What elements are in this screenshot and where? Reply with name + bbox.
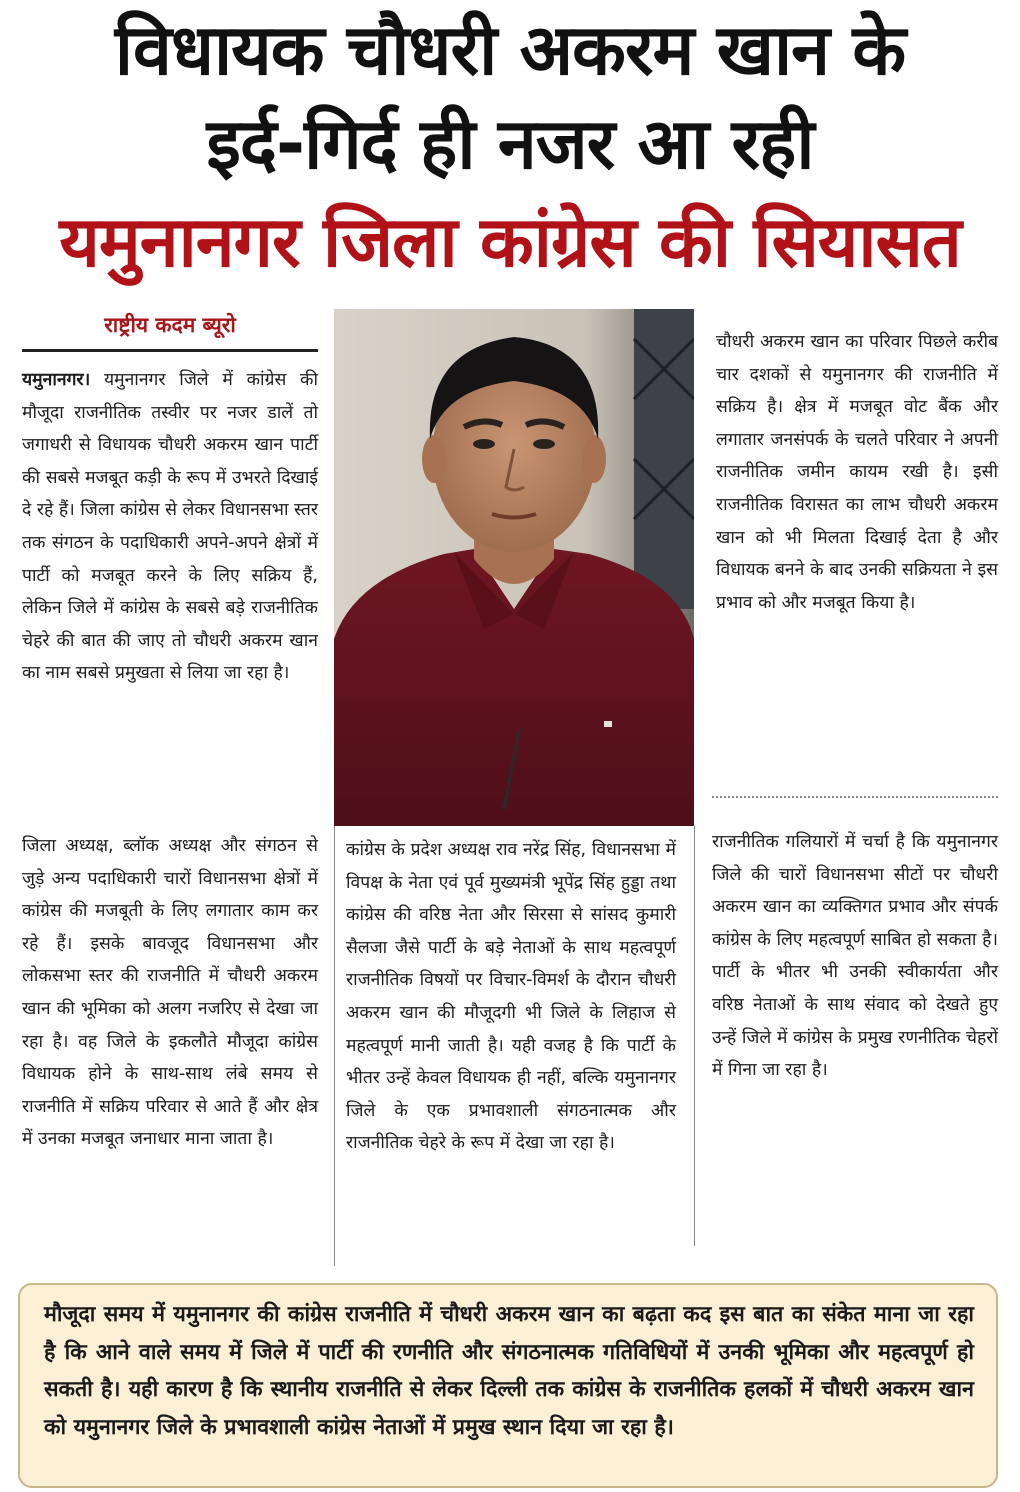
column-divider-left [334,826,335,1266]
article-col3-para1: चौधरी अकरम खान का परिवार पिछले करीब चार दशकों से यमुनानगर की राजनीति में सक्रिय है। क्षेत्र में मजबूत वोट बैंक और लगातार जनसंपर्क के चलते परिवार ने अपनी राजनीतिक जमीन कायम रखी है। इसी राजनीतिक विरासत का लाभ चौधरी अकरम खान को भी मिलता दिखाई देता है और विधायक बनने के बाद उनकी सक्रियता ने इस प्रभाव को और मजबूत किया है। [716,332,998,613]
dateline: यमुनानगर। [22,370,91,390]
article-col1-para1 [22,364,318,690]
portrait-illustration [334,309,694,826]
dotted-divider [712,796,998,798]
headline-line-1: विधायक चौधरी अकरम खान के [114,9,906,91]
portrait-photo [334,309,694,826]
headline-line-2: इर्द-गिर्द ही नजर आ रही [206,103,814,185]
byline: राष्ट्रीय कदम ब्यूरो [104,313,236,337]
byline-rule [22,349,318,352]
article-col2-para1: कांग्रेस के प्रदेश अध्यक्ष राव नरेंद्र सिंह, विधानसभा में विपक्ष के नेता एवं पूर्व मुख्यमंत्री भूपेंद्र सिंह हुड्डा तथा कांग्रेस की वरिष्ठ नेता और सिरसा से सांसद कुमारी सैलजा जैसे पार्टी के बड़े नेताओं के साथ महत्वपूर्ण राजनीतिक विषयों पर विचार-विमर्श के दौरान चौधरी अकरम खान की मौजूदगी भी जिले के लिहाज से महत्वपूर्ण मानी जाती है। यही वजह है कि पार्टी के भीतर उन्हें केवल विधायक ही नहीं, बल्कि यमुनानगर जिले के एक प्रभावशाली संगठनात्मक और राजनीतिक चेहरे के रूप में देखा जा रहा है। [346,840,676,1154]
headline-line-3: यमुनानगर जिला कांग्रेस की सियासत [59,201,961,283]
col1-para1-text: यमुनानगर जिले में कांग्रेस की मौजूदा राजनीतिक तस्वीर पर नजर डालें तो जगाधरी से विधायक चौधरी अकरम खान पार्टी की सबसे मजबूत कड़ी के रूप में उभरते दिखाई दे रहे हैं। जिला कांग्रेस से लेकर विधानसभा स्तर तक संगठन के पदाधिकारी अपने-अपने क्षेत्रों में पार्टी को मजबूत करने के लिए सक्रिय हैं, लेकिन जिले में कांग्रेस के सबसे बड़े राजनीतिक चेहरे की बात की जाए तो चौधरी अकरम खान का नाम सबसे प्रमुखता से लिया जा रहा है। [22,370,318,684]
summary-text: मौजूदा समय में यमुनानगर की कांग्रेस राजनीति में चौधरी अकरम खान का बढ़ता कद इस बात का संकेत माना जा रहा है कि आने वाले समय में जिले में पार्टी की रणनीति और संगठनात्मक गतिविधियों में उनकी भूमिका और महत्वपूर्ण हो सकती है। यही कारण है कि स्थानीय राजनीति से लेकर दिल्ली तक कांग्रेस के राजनीतिक हलकों में चौधरी अकरम खान को यमुनानगर जिले के प्रभावशाली कांग्रेस नेताओं में प्रमुख स्थान दिया जा रहा है। [44,1302,974,1440]
column-divider-right [694,826,695,1246]
article-col1-para2: जिला अध्यक्ष, ब्लॉक अध्यक्ष और संगठन से जुड़े अन्य पदाधिकारी चारों विधानसभा क्षेत्रों में कांग्रेस की मजबूती के लिए लगातार काम कर रहे हैं। इसके बावजूद विधानसभा और लोकसभा स्तर की राजनीति में चौधरी अकरम खान की भूमिका को अलग नजरिए से देखा जा रहा है। वह जिले के इकलौते मौजूदा कांग्रेस विधायक होने के साथ-साथ लंबे समय से राजनीति में सक्रिय परिवार से आते हैं और क्षेत्र में उनका मजबूत जनाधार माना जाता है। [22,836,318,1150]
article-col3-para2: राजनीतिक गलियारों में चर्चा है कि यमुनानगर जिले की चारों विधानसभा सीटों पर चौधरी अकरम खान का व्यक्तिगत प्रभाव और संपर्क कांग्रेस के लिए महत्वपूर्ण साबित हो सकता है। पार्टी के भीतर भी उनकी स्वीकार्यता और वरिष्ठ नेताओं के साथ संवाद को देखते हुए उन्हें जिले में कांग्रेस के प्रमुख रणनीतिक चेहरों में गिना जा रहा है। [712,832,998,1081]
